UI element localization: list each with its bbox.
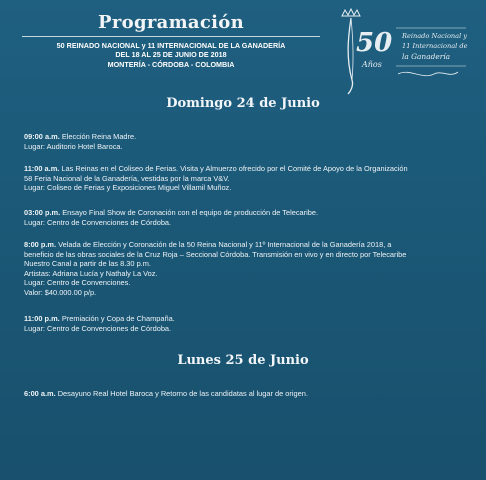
day-heading: Lunes 25 de Junio	[177, 353, 309, 368]
event-text: Las Reinas en el Coliseo de Ferias. Visita y Almuerzo ofrecido por el Comité de Apoyo de la Organización	[61, 164, 408, 173]
logo-number: 50	[356, 28, 393, 58]
event-dates: DEL 18 AL 25 DE JUNIO DE 2018	[115, 50, 227, 60]
event-text: Nuestro Canal a partir de las 8.30 p.m.	[24, 259, 151, 269]
event-text: Desayuno Real Hotel Baroca y Retorno de las candidatas al lugar de origen.	[57, 389, 308, 398]
event-text: Artistas: Adriana Lucía y Nathaly La Voz.	[24, 268, 158, 278]
page-title: Programación	[98, 12, 244, 33]
event-location: MONTERÍA - CÓRDOBA - COLOMBIA	[107, 59, 235, 69]
event-text: Elección Reina Madre.	[61, 132, 137, 141]
event-time: 03:00 p.m.	[24, 208, 61, 217]
event-text: Lugar: Auditorio Hotel Baroca.	[24, 141, 123, 151]
event-time: 11:00 a.m.	[24, 164, 60, 173]
event-text: Valor: $40.000.00 p/p.	[24, 287, 97, 297]
schedule-item	[24, 240, 480, 298]
event-text: 58 Feria Nacional de la Ganadería, vestidas por la marca V&V.	[24, 173, 230, 183]
event-text: Lugar: Centro de Convenciones.	[24, 278, 131, 288]
day-heading: Domingo 24 de Junio	[166, 96, 320, 111]
schedule-item	[24, 132, 480, 151]
schedule-item	[24, 164, 480, 193]
logo-line: la Ganadería	[402, 52, 451, 61]
schedule-item	[24, 314, 480, 333]
logo-line: 11 Internacional de	[402, 42, 468, 50]
event-text: Lugar: Coliseo de Ferias y Exposiciones Miguel Villamil Muñoz.	[24, 183, 232, 193]
event-text: beneficio de las obras sociales de la Cruz Roja – Seccional Córdoba. Transmisión en vivo y en directo por Telecaribe	[24, 249, 407, 259]
event-name: 50 REINADO NACIONAL y 11 INTERNACIONAL DE LA GANADERÍA	[56, 41, 286, 50]
event-text: Premiación y Copa de Champaña.	[61, 314, 175, 323]
event-text: Lugar: Centro de Convenciones de Córdoba.	[24, 217, 172, 227]
event-time: 6:00 a.m.	[24, 389, 56, 398]
event-text: Ensayo Final Show de Coronación con el equipo de producción de Telecaribe.	[62, 208, 319, 217]
event-time: 11:00 p.m.	[24, 314, 60, 323]
schedule-item	[24, 389, 480, 399]
event-text: Velada de Elección y Coronación de la 50 Reina Nacional y 11º Internacional de la Ganadería 2018, a	[58, 240, 392, 249]
anniversary-logo	[338, 8, 472, 96]
event-text: Lugar: Centro de Convenciones de Córdoba.	[24, 323, 172, 333]
title-divider	[22, 36, 320, 37]
event-time: 09:00 a.m.	[24, 132, 60, 141]
schedule-item	[24, 208, 480, 227]
program-header	[12, 12, 330, 69]
event-time: 8:00 p.m.	[24, 240, 57, 249]
logo-line: Reinado Nacional y	[402, 32, 468, 40]
logo-years: Años	[362, 60, 382, 69]
